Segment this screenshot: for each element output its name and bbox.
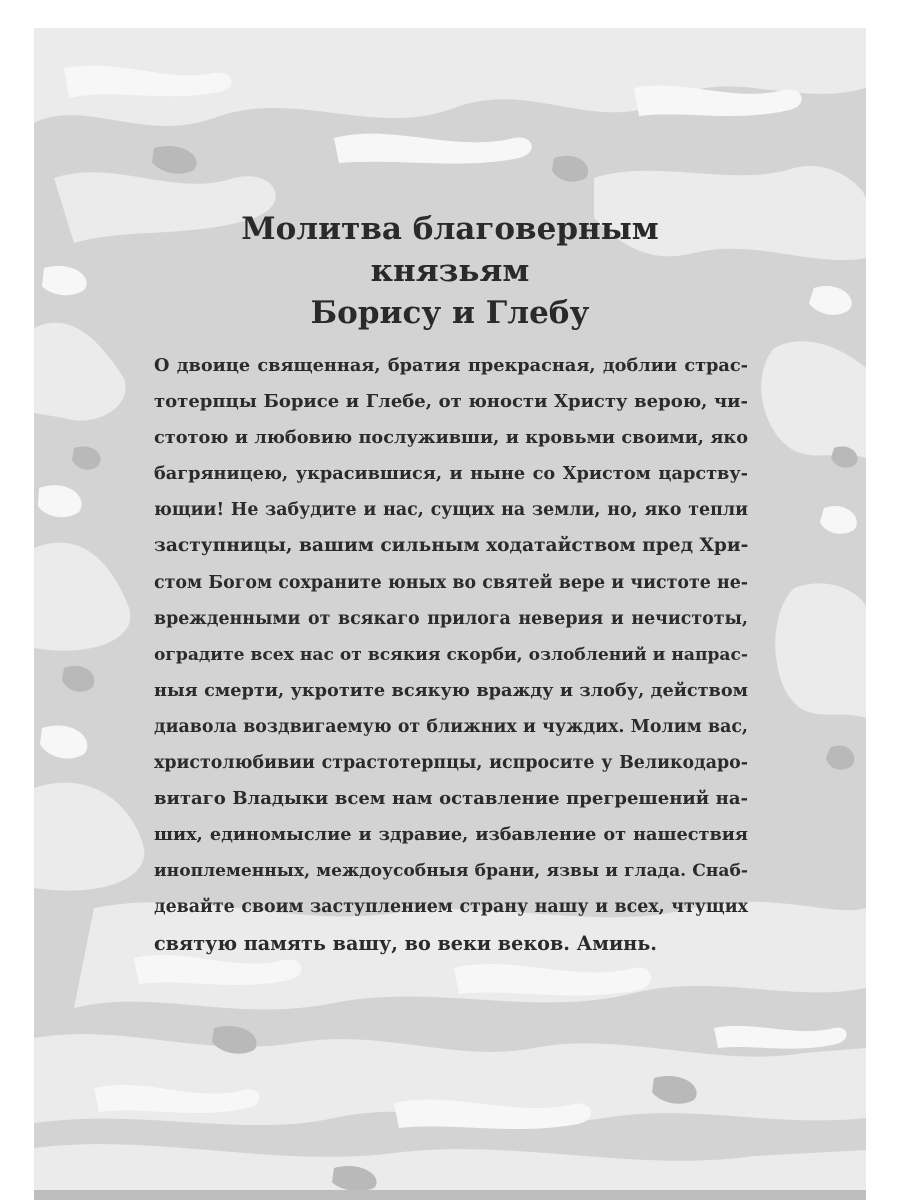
prayer-line: О двоице священная, братия прекрасная, доблии страс- <box>154 355 748 376</box>
prayer-line-last: святую память вашу, во веки веков. Аминь. <box>154 931 657 955</box>
prayer-text <box>154 348 748 962</box>
prayer-line: оградите всех нас от всякия скорби, озлоблений и напрас- <box>154 644 748 665</box>
prayer-line: диавола воздвигаемую от ближних и чуждих. Молим вас, <box>154 716 748 737</box>
prayer-line: ших, единомыслие и здравие, избавление от нашествия <box>154 824 748 846</box>
prayer-line: витаго Владыки всем нам оставление прегрешений на- <box>154 788 748 810</box>
prayer-line: тотерпцы Борисе и Глебе, от юности Христу верою, чи- <box>154 391 748 413</box>
title-line-2: князьям <box>370 253 530 289</box>
prayer-line: багряницею, украсившися, и ныне со Христом царству- <box>154 463 748 485</box>
prayer-line: девайте своим заступлением страну нашу и всех, чтущих <box>154 897 748 918</box>
title-line-3: Борису и Глебу <box>310 295 590 331</box>
prayer-line: стотою и любовию послуживши, и кровьми своими, яко <box>154 427 748 449</box>
prayer-line: христолюбивии страстотерпцы, испросите у Великодаро- <box>154 753 748 774</box>
prayer-line: ющии! Не забудите и нас, сущих на земли, но, яко тепли <box>154 500 748 521</box>
prayer-line: заступницы, вашим сильным ходатайством пред Хри- <box>154 535 749 557</box>
prayer-line: ныя смерти, укротите всякую вражду и злобу, действом <box>154 679 748 701</box>
prayer-title <box>150 208 750 334</box>
page-bottom-edge <box>34 1190 866 1200</box>
title-line-1: Молитва благоверным <box>241 211 659 247</box>
prayer-line: врежденными от всякаго прилога неверия и нечистоты, <box>154 608 748 629</box>
prayer-line: иноплеменных, междоусобныя брани, язвы и глада. Снаб- <box>154 861 748 882</box>
prayer-line: стом Богом сохраните юных во святей вере и чистоте не- <box>154 572 748 593</box>
